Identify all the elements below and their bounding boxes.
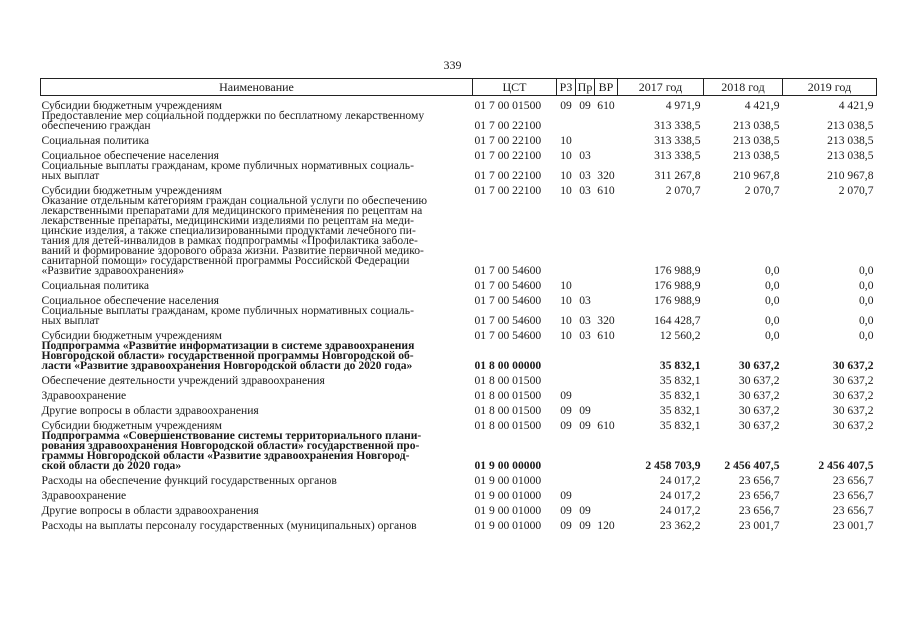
row-rz-code: 10 (560, 149, 572, 162)
row-vr-code: 610 (597, 419, 615, 432)
row-vr-code (595, 431, 618, 471)
row-name (41, 431, 473, 471)
table-row (41, 371, 877, 386)
row-rz-code: 10 (560, 314, 572, 327)
row-rz-code: 10 (560, 279, 572, 292)
row-name (41, 486, 473, 501)
row-name-line: Оказание отдельным категориям граждан социальной услуги по обеспечению (41, 194, 428, 207)
row-pr-code (576, 431, 595, 471)
row-amount-2018: 23 656,7 (738, 504, 780, 517)
row-name-line: Подпрограмма «Совершенствование системы территориального плани- (41, 429, 422, 442)
row-name (41, 276, 473, 291)
row-name-line: ных выплат (41, 169, 100, 182)
row-vr-code: 320 (597, 314, 615, 327)
row-cst-code: 01 8 00 01500 (474, 374, 542, 387)
row-name-line: Социальная политика (41, 279, 150, 292)
row-amount-2018: 2 456 407,5 (724, 459, 780, 472)
row-pr-code (576, 341, 595, 371)
row-vr-code: 610 (597, 99, 615, 112)
row-amount-2018: 213 038,5 (733, 134, 780, 147)
row-name (41, 401, 473, 416)
row-name-line: лекарственными препаратами для медицинского применения по рецептам на (41, 204, 423, 217)
row-rz-code: 09 (560, 419, 572, 432)
row-cst-code: 01 8 00 01500 (474, 404, 542, 417)
row-vr-code (595, 486, 618, 501)
row-pr-code: 09 (579, 519, 591, 532)
table-row (41, 386, 877, 401)
row-name (41, 471, 473, 486)
row-vr-code (595, 291, 618, 306)
row-amount-2019: 30 637,2 (832, 374, 874, 387)
row-amount-2018: 213 038,5 (733, 119, 780, 132)
row-amount-2017: 23 362,2 (659, 519, 701, 532)
column-header-rz: РЗ (557, 79, 576, 96)
row-amount-2019: 30 637,2 (832, 359, 874, 372)
row-pr-code (576, 386, 595, 401)
row-name-line: Социальное обеспечение населения (41, 149, 220, 162)
row-name-line: Социальная политика (41, 134, 150, 147)
row-cst-code: 01 7 00 22100 (474, 134, 542, 147)
row-amount-2018: 30 637,2 (738, 419, 780, 432)
row-cst-code: 01 7 00 54600 (474, 294, 542, 307)
row-amount-2019: 30 637,2 (832, 419, 874, 432)
row-amount-2017: 313 338,5 (654, 134, 701, 147)
row-name (41, 341, 473, 371)
row-amount-2018: 30 637,2 (738, 359, 780, 372)
row-name-line: рования здравоохранения Новгородской области» государственной про- (41, 439, 420, 452)
row-name-line: санитарной помощи» государственной программы Российской Федерации (41, 254, 410, 267)
table-body (41, 96, 877, 532)
row-vr-code: 610 (597, 329, 615, 342)
row-cst-code: 01 8 00 00000 (474, 359, 542, 372)
row-amount-2018: 23 656,7 (738, 489, 780, 502)
row-cst-code: 01 8 00 01500 (474, 389, 542, 402)
row-vr-code (595, 276, 618, 291)
row-name (41, 131, 473, 146)
row-cst-code: 01 7 00 22100 (474, 184, 542, 197)
row-name-line: обеспечению граждан (41, 119, 151, 132)
budget-table (40, 78, 877, 531)
row-amount-2017: 35 832,1 (659, 419, 701, 432)
table-row (41, 196, 877, 276)
row-amount-2018: 0,0 (765, 329, 780, 342)
row-pr-code: 03 (579, 149, 591, 162)
row-pr-code: 03 (579, 294, 591, 307)
row-pr-code (576, 486, 595, 501)
row-vr-code (595, 131, 618, 146)
row-amount-2017: 311 267,8 (654, 169, 701, 182)
row-amount-2017: 24 017,2 (659, 474, 701, 487)
row-cst-code: 01 7 00 54600 (474, 279, 542, 292)
row-amount-2018: 0,0 (765, 294, 780, 307)
row-name-line: Предоставление мер социальной поддержки по бесплатному лекарственному (41, 109, 425, 122)
row-pr-code: 09 (579, 404, 591, 417)
row-pr-code: 03 (579, 329, 591, 342)
column-header-name: Наименование (41, 79, 473, 96)
row-rz-code: 09 (560, 489, 572, 502)
row-amount-2017: 176 988,9 (654, 264, 701, 277)
row-amount-2019: 30 637,2 (832, 389, 874, 402)
table-row (41, 111, 877, 131)
column-header-pr: Пр (576, 79, 595, 96)
row-rz-code (557, 371, 576, 386)
table-row (41, 431, 877, 471)
row-name-line: Субсидии бюджетным учреждениям (41, 419, 222, 432)
row-amount-2018: 0,0 (765, 279, 780, 292)
row-amount-2019: 213 038,5 (827, 134, 874, 147)
table-row (41, 471, 877, 486)
row-cst-code: 01 9 00 00000 (474, 459, 542, 472)
row-pr-code: 03 (579, 169, 591, 182)
row-name-line: Другие вопросы в области здравоохранения (41, 404, 259, 417)
row-amount-2018: 213 038,5 (733, 149, 780, 162)
row-vr-code (595, 471, 618, 486)
row-pr-code (576, 371, 595, 386)
row-name-line: Субсидии бюджетным учреждениям (41, 184, 222, 197)
row-rz-code: 09 (560, 404, 572, 417)
row-amount-2017: 313 338,5 (654, 119, 701, 132)
row-name (41, 371, 473, 386)
row-vr-code (595, 371, 618, 386)
row-rz-code: 10 (560, 169, 572, 182)
row-vr-code (595, 111, 618, 131)
row-name-line: Субсидии бюджетным учреждениям (41, 99, 222, 112)
row-name (41, 161, 473, 181)
row-cst-code: 01 7 00 54600 (474, 329, 542, 342)
row-pr-code: 09 (579, 99, 591, 112)
row-amount-2018: 4 421,9 (744, 99, 780, 112)
row-amount-2017: 2 070,7 (665, 184, 701, 197)
row-amount-2019: 4 421,9 (838, 99, 874, 112)
row-amount-2019: 2 456 407,5 (818, 459, 874, 472)
row-cst-code: 01 7 00 22100 (474, 119, 542, 132)
row-amount-2018: 2 070,7 (744, 184, 780, 197)
row-cst-code: 01 7 00 22100 (474, 149, 542, 162)
row-rz-code (557, 196, 576, 276)
row-amount-2017: 35 832,1 (659, 359, 701, 372)
row-name-line: граммы Новгородской области «Развитие здравоохранения Новгород- (41, 449, 410, 462)
row-cst-code: 01 9 00 01000 (474, 489, 542, 502)
table-row (41, 276, 877, 291)
row-amount-2017: 24 017,2 (659, 489, 701, 502)
row-name (41, 501, 473, 516)
row-pr-code (576, 131, 595, 146)
row-pr-code (576, 471, 595, 486)
row-name-line: ваний и формирование здорового образа жизни. Развитие первичной медико- (41, 244, 424, 257)
row-pr-code: 03 (579, 184, 591, 197)
row-rz-code: 10 (560, 329, 572, 342)
row-amount-2019: 0,0 (859, 314, 874, 327)
row-rz-code: 09 (560, 519, 572, 532)
row-cst-code: 01 7 00 01500 (474, 99, 542, 112)
row-name-line: Подпрограмма «Развитие информатизации в системе здравоохранения (41, 339, 415, 352)
row-rz-code: 10 (560, 294, 572, 307)
row-name-line: ской области до 2020 года» (41, 459, 182, 472)
row-amount-2018: 210 967,8 (733, 169, 780, 182)
row-name (41, 386, 473, 401)
row-amount-2018: 23 656,7 (738, 474, 780, 487)
row-pr-code: 03 (579, 314, 591, 327)
row-cst-code: 01 7 00 54600 (474, 314, 542, 327)
row-amount-2017: 4 971,9 (665, 99, 701, 112)
row-rz-code: 10 (560, 184, 572, 197)
row-cst-code: 01 9 00 01000 (474, 519, 542, 532)
row-rz-code (557, 111, 576, 131)
row-amount-2019: 0,0 (859, 264, 874, 277)
row-amount-2018: 0,0 (765, 264, 780, 277)
row-name-line: Социальное обеспечение населения (41, 294, 220, 307)
row-amount-2019: 0,0 (859, 279, 874, 292)
row-amount-2019: 2 070,7 (838, 184, 874, 197)
row-name-line: «Развитие здравоохранения» (41, 264, 185, 277)
row-name-line: Расходы на обеспечение функций государственных органов (41, 474, 337, 487)
row-amount-2019: 0,0 (859, 329, 874, 342)
table-row (41, 486, 877, 501)
row-pr-code: 09 (579, 504, 591, 517)
column-header-cst: ЦСТ (473, 79, 557, 96)
row-vr-code: 610 (597, 184, 615, 197)
row-name-line: тания для детей-инвалидов в рамках подпрограммы «Профилактика заболе- (41, 234, 418, 247)
row-vr-code: 320 (597, 169, 615, 182)
row-cst-code: 01 9 00 01000 (474, 474, 542, 487)
row-amount-2018: 23 001,7 (738, 519, 780, 532)
row-cst-code: 01 7 00 54600 (474, 264, 542, 277)
table-header-row (41, 79, 877, 96)
row-amount-2017: 24 017,2 (659, 504, 701, 517)
row-amount-2019: 23 001,7 (832, 519, 874, 532)
row-name (41, 516, 473, 531)
row-amount-2017: 12 560,2 (659, 329, 701, 342)
row-amount-2017: 164 428,7 (654, 314, 701, 327)
row-amount-2019: 213 038,5 (827, 119, 874, 132)
row-rz-code: 09 (560, 504, 572, 517)
row-vr-code (595, 386, 618, 401)
row-name-line: лекарственные препараты, медицинскими изделиями по рецептам на меди- (41, 214, 415, 227)
row-name-line: Субсидии бюджетным учреждениям (41, 329, 222, 342)
row-cst-code: 01 9 00 01000 (474, 504, 542, 517)
table-row (41, 401, 877, 416)
row-name (41, 111, 473, 131)
table-row (41, 131, 877, 146)
row-amount-2018: 30 637,2 (738, 374, 780, 387)
row-amount-2018: 30 637,2 (738, 404, 780, 417)
row-vr-code (595, 501, 618, 516)
row-amount-2019: 210 967,8 (827, 169, 874, 182)
column-header-vr: ВР (595, 79, 618, 96)
column-header-2018: 2018 год (704, 79, 783, 96)
row-amount-2019: 0,0 (859, 294, 874, 307)
row-rz-code (557, 471, 576, 486)
table-row (41, 306, 877, 326)
row-vr-code: 120 (597, 519, 615, 532)
row-name-line: Социальные выплаты гражданам, кроме публичных нормативных социаль- (41, 159, 414, 172)
row-amount-2019: 23 656,7 (832, 474, 874, 487)
row-amount-2017: 35 832,1 (659, 389, 701, 402)
row-rz-code: 10 (560, 134, 572, 147)
row-amount-2018: 30 637,2 (738, 389, 780, 402)
row-rz-code: 09 (560, 99, 572, 112)
row-name-line: цинские изделия, а также специализированными продуктами лечебного пи- (41, 224, 416, 237)
table-row (41, 516, 877, 531)
row-vr-code (595, 341, 618, 371)
table-row (41, 161, 877, 181)
table-row (41, 501, 877, 516)
row-name-line: Социальные выплаты гражданам, кроме публичных нормативных социаль- (41, 304, 414, 317)
row-amount-2017: 313 338,5 (654, 149, 701, 162)
row-vr-code (595, 196, 618, 276)
row-name-line: Обеспечение деятельности учреждений здравоохранения (41, 374, 325, 387)
row-name-line: Другие вопросы в области здравоохранения (41, 504, 259, 517)
row-name-line: Здравоохранение (41, 389, 127, 402)
row-vr-code (595, 401, 618, 416)
row-cst-code: 01 7 00 22100 (474, 169, 542, 182)
row-name (41, 196, 473, 276)
row-rz-code: 09 (560, 389, 572, 402)
row-pr-code (576, 276, 595, 291)
row-amount-2018: 0,0 (765, 314, 780, 327)
row-name-line: Здравоохранение (41, 489, 127, 502)
row-name-line: ласти «Развитие здравоохранения Новгородской области до 2020 года» (41, 359, 413, 372)
row-name-line: Новгородской области» государственной программы Новгородской об- (41, 349, 414, 362)
row-pr-code (576, 111, 595, 131)
row-amount-2017: 2 458 703,9 (645, 459, 701, 472)
row-cst-code: 01 8 00 01500 (474, 419, 542, 432)
row-rz-code (557, 341, 576, 371)
row-name-line: ных выплат (41, 314, 100, 327)
row-pr-code: 09 (579, 419, 591, 432)
table-row (41, 341, 877, 371)
page-number: 339 (443, 58, 462, 72)
row-amount-2019: 23 656,7 (832, 489, 874, 502)
row-amount-2019: 30 637,2 (832, 404, 874, 417)
row-vr-code (595, 146, 618, 161)
row-amount-2019: 23 656,7 (832, 504, 874, 517)
row-name (41, 306, 473, 326)
row-pr-code (576, 196, 595, 276)
row-amount-2019: 213 038,5 (827, 149, 874, 162)
row-amount-2017: 176 988,9 (654, 279, 701, 292)
row-amount-2017: 35 832,1 (659, 404, 701, 417)
column-header-2017: 2017 год (618, 79, 704, 96)
row-amount-2017: 35 832,1 (659, 374, 701, 387)
row-amount-2017: 176 988,9 (654, 294, 701, 307)
row-rz-code (557, 431, 576, 471)
row-name-line: Расходы на выплаты персоналу государственных (муниципальных) органов (41, 519, 417, 532)
column-header-2019: 2019 год (783, 79, 877, 96)
